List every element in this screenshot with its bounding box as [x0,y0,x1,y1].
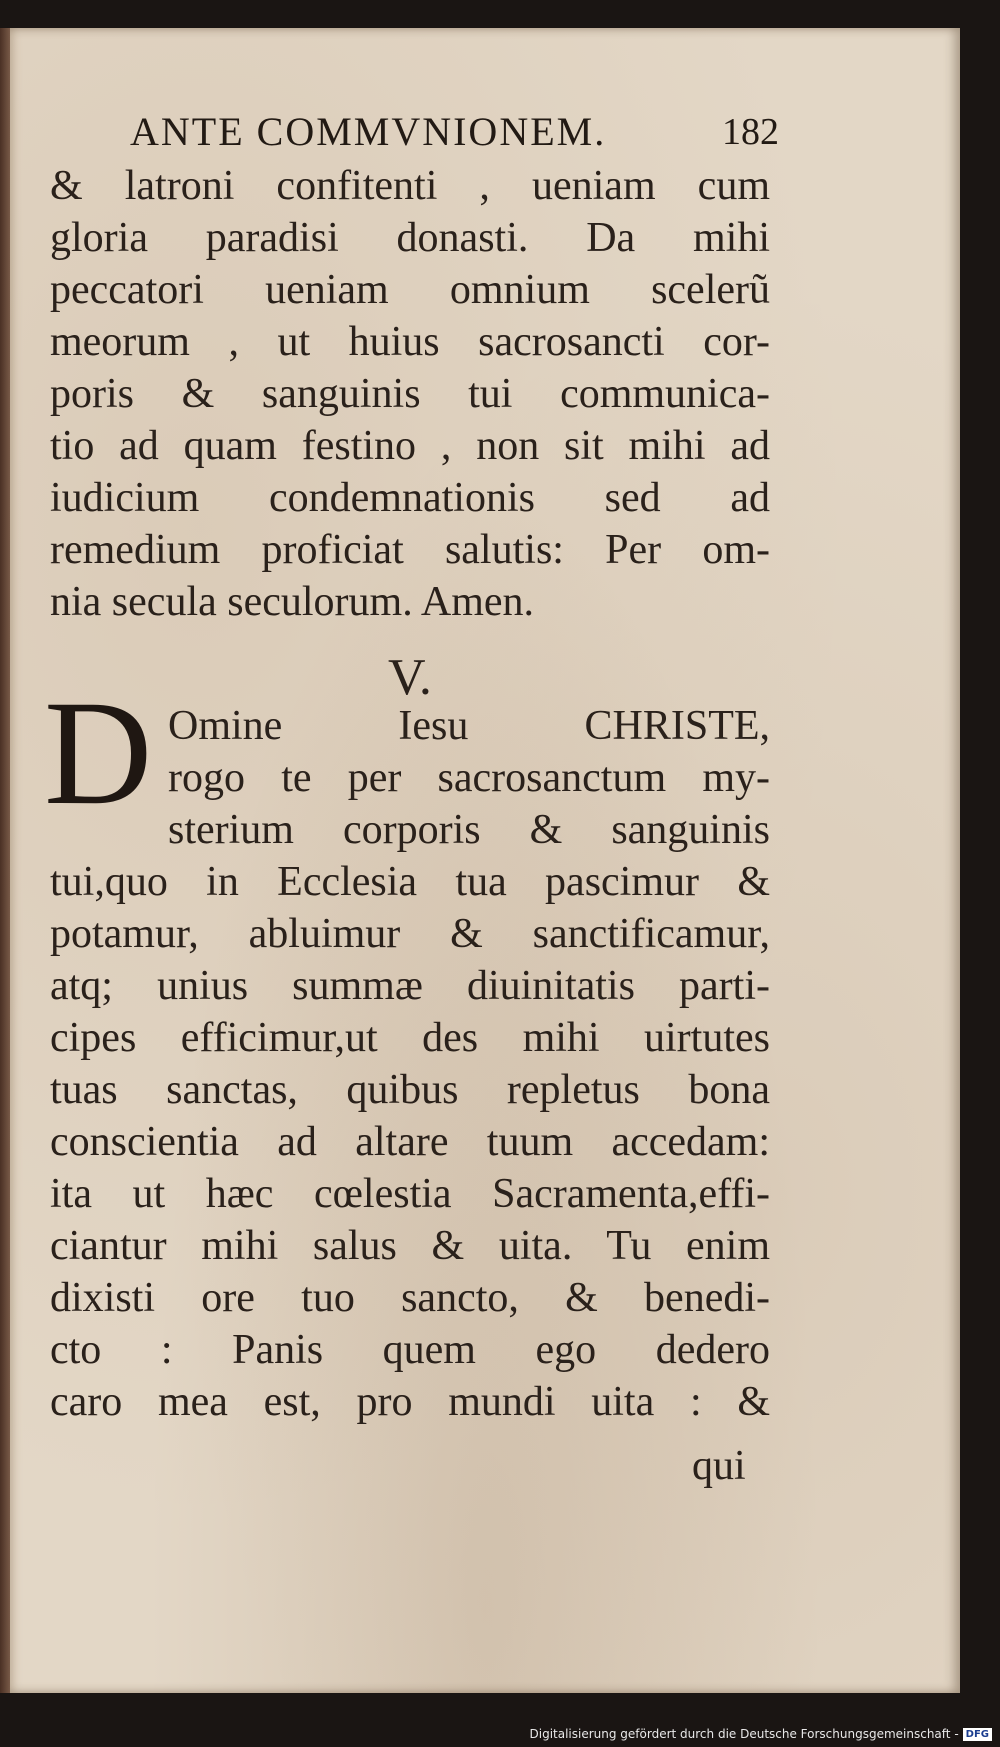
text-line: sterium corporis & sanguinis [168,807,770,853]
section-number: V. [388,649,432,706]
text-line: peccatori ueniam omnium scelerũ [50,267,770,313]
text-line: tuas sanctas, quibus repletus bona [50,1067,770,1113]
text-line: potamur, abluimur & sanctificamur, [50,911,770,957]
text-line: Omine Iesu CHRISTE, [168,703,770,749]
text-line: rogo te per sacrosanctum my- [168,755,770,801]
text-line: conscientia ad altare tuum accedam: [50,1119,770,1165]
text-line: gloria paradisi donasti. Da mihi [50,215,770,261]
dfg-logo: DFG [963,1728,992,1741]
page-number: 182 [722,111,779,153]
text-line: ciantur mihi salus & uita. Tu enim [50,1223,770,1269]
text-line: atq; unius summæ diuinitatis parti- [50,963,770,1009]
digitization-credit [530,1727,993,1741]
text-line: poris & sanguinis tui communica- [50,371,770,417]
continuation-text [50,160,770,628]
running-title: ANTE COMMVNIONEM. [130,109,607,154]
text-line: caro mea est, pro mundi uita : & [50,1379,770,1425]
text-line: nia secula seculorum. Amen. [50,579,535,625]
prayer-text [50,700,770,1428]
text-line: ita ut hæc cœlestia Sacramenta,effi- [50,1171,770,1217]
catchword: qui [692,1443,746,1489]
credit-text: Digitalisierung gefördert durch die Deutsche Forschungsgemeinschaft - [529,1727,959,1741]
text-line: tui,quo in Ecclesia tua pascimur & [50,859,770,905]
text-line: meorum , ut huius sacrosancti cor- [50,319,770,365]
text-line: tio ad quam festino , non sit mihi ad [50,423,770,469]
text-line: cipes efficimur,ut des mihi uirtutes [50,1015,770,1061]
text-line: cto : Panis quem ego dedero [50,1327,770,1373]
text-line: & latroni confitenti , ueniam cum [50,163,770,209]
text-line: dixisti ore tuo sancto, & benedi- [50,1275,770,1321]
text-line: iudicium condemnationis sed ad [50,475,770,521]
text-line: remedium proficiat salutis: Per om- [50,527,770,573]
drop-cap-initial: D [44,670,153,836]
